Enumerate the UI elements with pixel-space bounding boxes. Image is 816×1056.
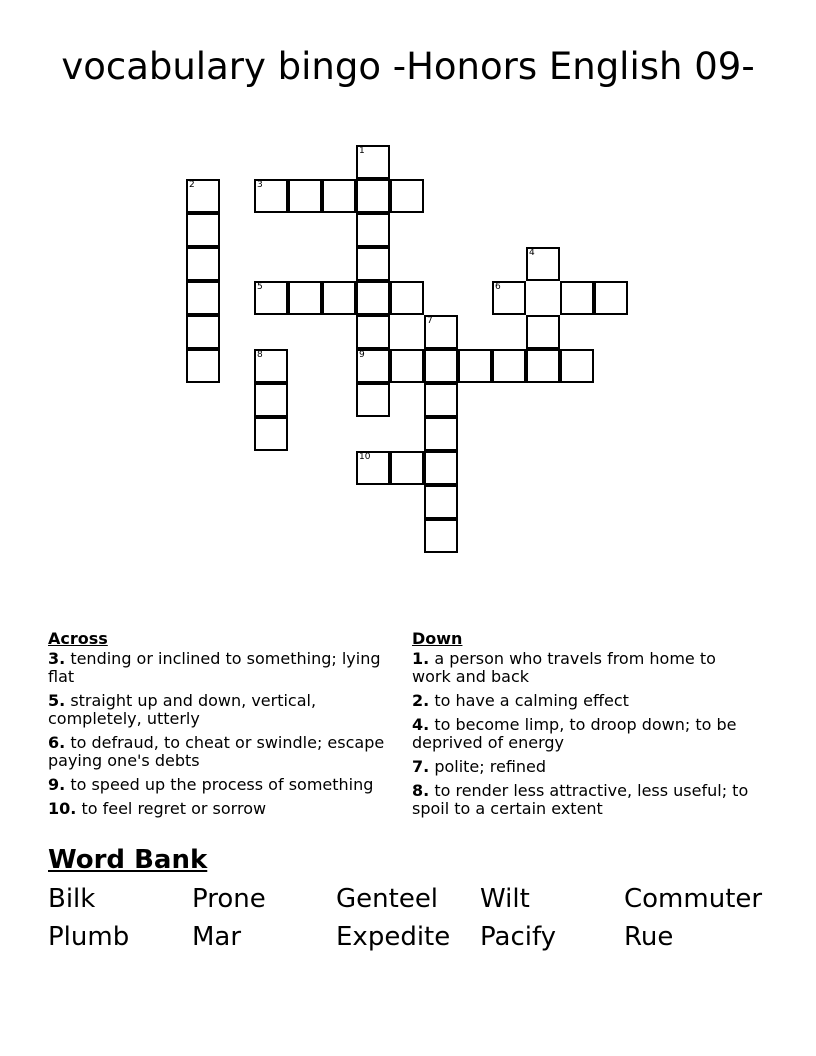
down-heading: Down <box>412 629 463 648</box>
word-bank-word: Expedite <box>336 922 451 952</box>
crossword-cell[interactable] <box>356 179 390 213</box>
crossword-cell[interactable] <box>322 281 356 315</box>
clue-text: to render less attractive, less useful; to spoil to a certain extent <box>412 781 749 818</box>
word-bank-word: Pacify <box>480 922 557 952</box>
clue-text: to speed up the process of something <box>70 775 374 794</box>
word-bank-word: Genteel <box>336 884 439 914</box>
clue-across-10 <box>48 800 393 818</box>
word-bank-word: Rue <box>624 922 674 952</box>
crossword-cell-3[interactable] <box>254 179 288 213</box>
clue-number: 5. <box>48 691 66 710</box>
crossword-cell[interactable] <box>458 349 492 383</box>
word-bank-title: Word Bank <box>48 845 208 875</box>
crossword-cell[interactable] <box>424 383 458 417</box>
crossword-cell-5[interactable] <box>254 281 288 315</box>
word-bank-word: Commuter <box>624 884 763 914</box>
crossword-cell[interactable] <box>424 485 458 519</box>
crossword-cell[interactable] <box>424 519 458 553</box>
crossword-cell[interactable] <box>424 349 458 383</box>
crossword-cell-4[interactable] <box>526 247 560 281</box>
crossword-cell-9[interactable] <box>356 349 390 383</box>
clue-across-9 <box>48 776 393 794</box>
cell-number: 9 <box>359 350 365 360</box>
crossword-cell[interactable] <box>594 281 628 315</box>
crossword-cell[interactable] <box>526 349 560 383</box>
clue-number: 7. <box>412 757 430 776</box>
clue-text: a person who travels from home to work and back <box>412 649 716 686</box>
page-title: vocabulary bingo -Honors English 09- <box>61 45 755 88</box>
crossword-cell[interactable] <box>254 417 288 451</box>
word-bank-word: Plumb <box>48 922 130 952</box>
crossword-cell-2[interactable] <box>186 179 220 213</box>
crossword-cell[interactable] <box>322 179 356 213</box>
cell-number: 2 <box>189 180 195 190</box>
crossword-cell[interactable] <box>356 315 390 349</box>
crossword-cell[interactable] <box>390 281 424 315</box>
cell-number: 4 <box>529 248 535 258</box>
clue-text: to have a calming effect <box>434 691 629 710</box>
clue-text: tending or inclined to something; lying flat <box>48 649 381 686</box>
crossword-cell[interactable] <box>390 451 424 485</box>
clue-down-7 <box>412 758 757 776</box>
crossword-cell-6[interactable] <box>492 281 526 315</box>
clue-number: 3. <box>48 649 66 668</box>
down-clues <box>412 630 757 824</box>
crossword-cell[interactable] <box>356 213 390 247</box>
cell-number: 5 <box>257 282 263 292</box>
cell-number: 7 <box>427 316 433 326</box>
clue-across-5 <box>48 692 393 728</box>
crossword-cell[interactable] <box>424 451 458 485</box>
crossword-cell[interactable] <box>186 315 220 349</box>
clue-text: to defraud, to cheat or swindle; escape paying one's debts <box>48 733 385 770</box>
crossword-cell[interactable] <box>186 247 220 281</box>
cell-number: 8 <box>257 350 263 360</box>
crossword-cell[interactable] <box>356 247 390 281</box>
cell-number: 3 <box>257 180 263 190</box>
clue-down-2 <box>412 692 757 710</box>
crossword-cell[interactable] <box>424 417 458 451</box>
clue-down-1 <box>412 650 757 686</box>
crossword-cell-10[interactable] <box>356 451 390 485</box>
cell-number: 10 <box>359 452 371 462</box>
crossword-cell[interactable] <box>390 179 424 213</box>
crossword-cell[interactable] <box>186 281 220 315</box>
crossword-cell[interactable] <box>492 349 526 383</box>
clue-across-3 <box>48 650 393 686</box>
clue-number: 2. <box>412 691 430 710</box>
crossword-cell[interactable] <box>288 281 322 315</box>
word-bank-word: Bilk <box>48 884 96 914</box>
word-bank-word: Mar <box>192 922 242 952</box>
clue-number: 9. <box>48 775 66 794</box>
crossword-cell[interactable] <box>254 383 288 417</box>
clue-down-8 <box>412 782 757 818</box>
clue-text: straight up and down, vertical, completely, utterly <box>48 691 317 728</box>
crossword-cell[interactable] <box>526 315 560 349</box>
crossword-cell[interactable] <box>356 281 390 315</box>
clue-across-6 <box>48 734 393 770</box>
clue-number: 1. <box>412 649 430 668</box>
crossword-cell-8[interactable] <box>254 349 288 383</box>
cell-number: 6 <box>495 282 501 292</box>
across-clues <box>48 630 393 824</box>
crossword-cell[interactable] <box>390 349 424 383</box>
crossword-cell-7[interactable] <box>424 315 458 349</box>
clue-text: polite; refined <box>434 757 547 776</box>
clue-text: to become limp, to droop down; to be deprived of energy <box>412 715 737 752</box>
crossword-cell[interactable] <box>356 383 390 417</box>
clue-text: to feel regret or sorrow <box>81 799 267 818</box>
word-bank-word: Wilt <box>480 884 530 914</box>
crossword-cell[interactable] <box>186 349 220 383</box>
cell-number: 1 <box>359 146 365 156</box>
crossword-cell[interactable] <box>560 281 594 315</box>
clue-down-4 <box>412 716 757 752</box>
clue-number: 6. <box>48 733 66 752</box>
crossword-cell-1[interactable] <box>356 145 390 179</box>
crossword-cell[interactable] <box>288 179 322 213</box>
clue-number: 8. <box>412 781 430 800</box>
across-heading: Across <box>48 629 108 648</box>
word-bank-word: Prone <box>192 884 266 914</box>
clue-number: 4. <box>412 715 430 734</box>
clue-number: 10. <box>48 799 77 818</box>
crossword-cell[interactable] <box>186 213 220 247</box>
crossword-cell[interactable] <box>560 349 594 383</box>
